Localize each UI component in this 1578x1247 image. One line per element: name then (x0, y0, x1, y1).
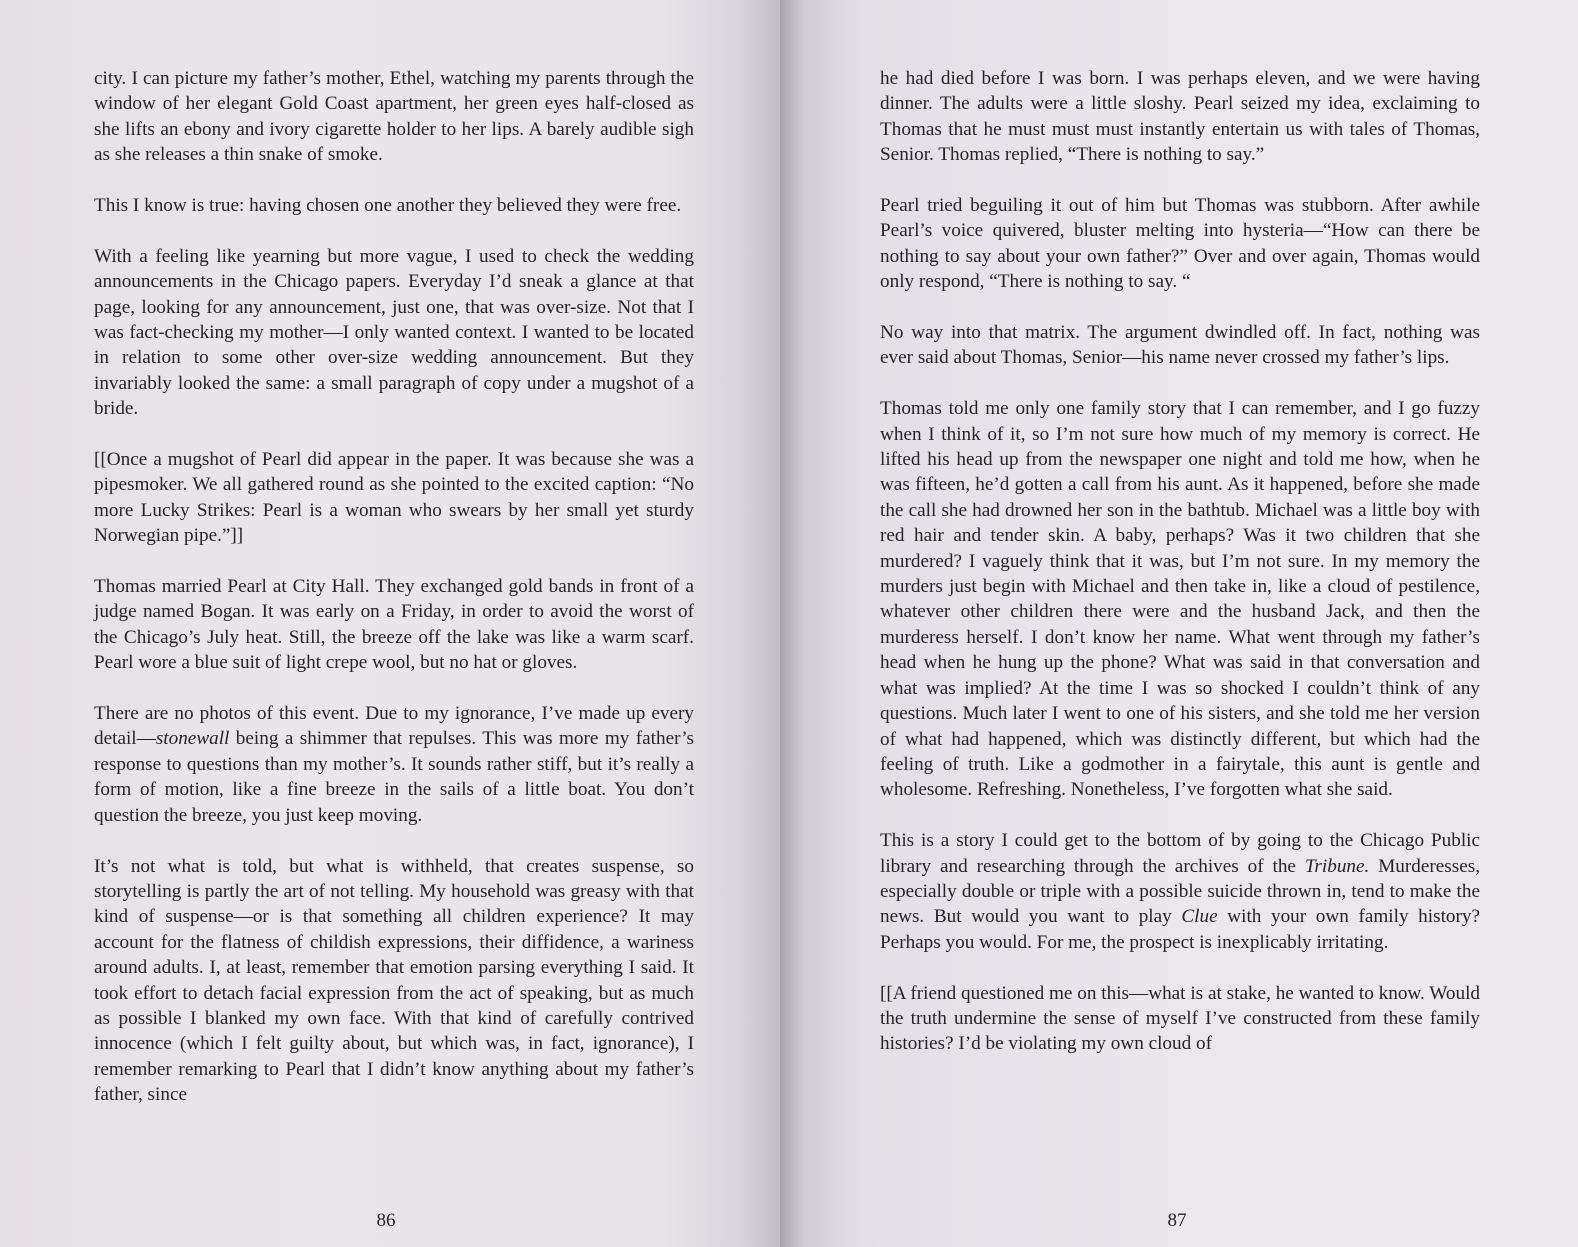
page-number: 87 (1167, 1210, 1187, 1231)
paragraph: he had died before I was born. I was perhaps eleven, and we were having dinner. The adults were a little sloshy. Pearl seized my idea, exclaiming to Thomas that he must must must instantly entertain us with tales of Thomas, Senior. Thomas replied, “There is nothing to say.” (880, 68, 1480, 166)
paragraph: Thomas told me only one family story that I can remember, and I go fuzzy when I think of it, so I’m not sure how much of my memory is correct. He lifted his head up from the newspaper one night and told me how, when he was fifteen, he’d gotten a call from his aunt. As it happened, before she made the call she had drowned her son in the bathtub. Michael was a little boy with red hair and tender skin. A baby, perhaps? Was it two children that she murdered? I vaguely think that it was, but I’m not sure. In my memory the murders just begin with Michael and then take in, like a cloud of pestilence, whatever other children there were and the husband Jack, and then the murderess herself. I don’t know her name. What went through my father’s head when he hung up the phone? What was said in that conversation and what was implied? At the time I was so shocked I couldn’t think of any questions. Much later I went to one of his sisters, and she told me her version of what had happened, which was distinctly different, but which had the feeling of truth. Like a godmother in a fairytale, this aunt is gentle and wholesome. Refreshing. Nonetheless, I’ve forgotten what she said. (880, 398, 1480, 801)
text-run: being a shimmer that repulses. This was more my father’s response to questions than my mother’s. It sounds rather stiff, but it’s really a form of motion, like a fine breeze in the sails of a little boat. You don’t question the breeze, you just keep moving. (94, 728, 694, 826)
text-run: with your own family history? Perhaps you would. For me, the prospect is inexplicably irritating. (880, 906, 1480, 953)
paragraph: Thomas married Pearl at City Hall. They exchanged gold bands in front of a judge named Bogan. It was early on a Friday, in order to avoid the worst of the Chicago’s July heat. Still, the breeze off the lake was like a warm scarf. Pearl wore a blue suit of light crepe wool, but no hat or gloves. (94, 576, 694, 674)
paragraph: [[Once a mugshot of Pearl did appear in the paper. It was because she was a pipesmoker. We all gathered round as she pointed to the excited caption: “No more Lucky Strikes: Pearl is a woman who swears by her small yet sturdy Norwegian pipe.”]] (94, 449, 694, 547)
paragraph: No way into that matrix. The argument dwindled off. In fact, nothing was ever said about Thomas, Senior—his name never crossed my father’s lips. (880, 322, 1480, 369)
paragraph: This I know is true: having chosen one another they believed they were free. (94, 195, 682, 217)
right-page (780, 0, 1578, 1247)
left-page (0, 0, 780, 1247)
text-run: Murderesses, especially double or triple with a possible suicide thrown in, tend to make the news. But would you want to play (880, 855, 1480, 928)
page-number: 86 (376, 1210, 396, 1231)
italic-text: stonewall (155, 728, 230, 750)
left-page-body (94, 66, 694, 1133)
right-page-body (880, 66, 1480, 1082)
paragraph: It’s not what is told, but what is withheld, that creates suspense, so storytelling is partly the art of not telling. My household was greasy with that kind of suspense—or is that something all children experience? It may account for the flatness of childish expressions, their diffidence, a wariness around adults. I, at least, remember that emotion parsing everything I said. It took effort to detach facial expression from the act of speaking, but as much as possible I blanked my own face. With that kind of carefully contrived innocence (which I felt guilty about, but which was, in fact, ignorance), I remember remarking to Pearl that I didn’t know anything about my father’s father, since (94, 855, 694, 1106)
paragraph (880, 828, 1480, 955)
paragraph: city. I can picture my father’s mother, Ethel, watching my parents through the window of her elegant Gold Coast apartment, her green eyes half-closed as she lifts an ebony and ivory cigarette holder to her lips. A barely audible sigh as she releases a thin snake of smoke. (94, 68, 694, 166)
text-run: This is a story I could get to the bottom of by going to the Chicago Public library and researching through the archives of the (880, 830, 1480, 877)
paragraph: [[A friend questioned me on this—what is at stake, he wanted to know. Would the truth undermine the sense of myself I’ve constructed from these family histories? I’d be violating my own cloud of (880, 982, 1480, 1055)
paragraph: With a feeling like yearning but more vague, I used to check the wedding announcements in the Chicago papers. Everyday I’d sneak a glance at that page, looking for any announcement, just one, that was over-size. Not that I was fact-checking my mother—I only wanted context. I wanted to be located in relation to some other over-size wedding announcement. But they invariably looked the same: a small paragraph of copy under a mugshot of a bride. (94, 245, 694, 420)
paragraph (94, 701, 694, 828)
text-run: There are no photos of this event. Due to my ignorance, I’ve made up every detail— (94, 703, 694, 750)
paragraph: Pearl tried beguiling it out of him but Thomas was stubborn. After awhile Pearl’s voice quivered, bluster melting into hysteria—“How can there be nothing to say about your own father?” Over and over again, Thomas would only respond, “There is nothing to say. “ (880, 195, 1480, 293)
italic-text: Tribune. (1304, 855, 1370, 877)
italic-text: Clue (1181, 906, 1218, 928)
